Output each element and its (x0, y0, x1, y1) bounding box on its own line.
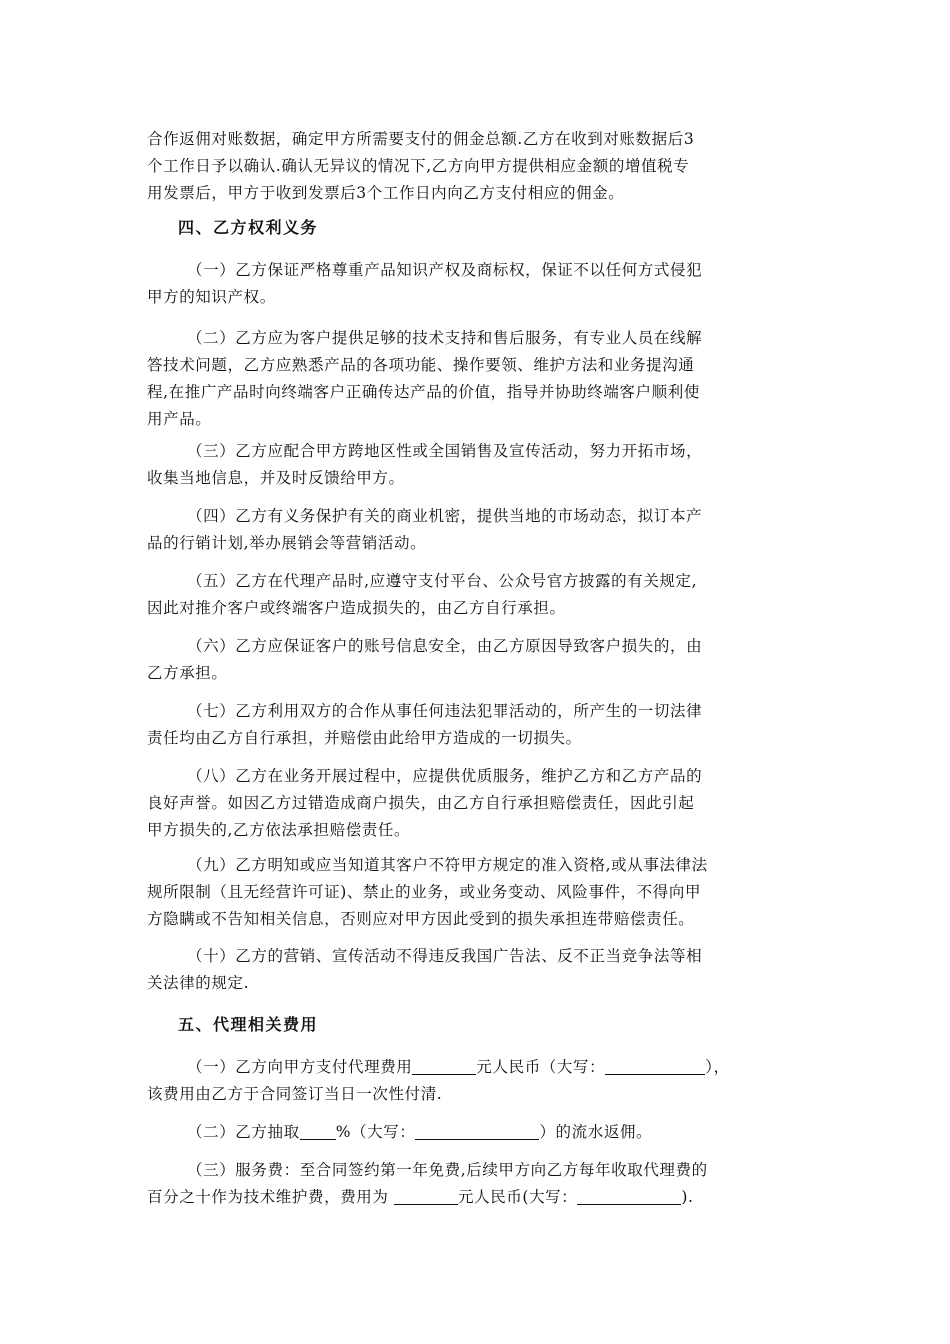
text-line: （六）乙方应保证客户的账号信息安全，由乙方原因导致客户损失的，由 (187, 637, 703, 655)
text-segment: 元人民币(大写： (458, 1188, 578, 1206)
section-4-heading: 四、乙方权利义务 (178, 218, 319, 237)
text-line: 良好声誉。如因乙方过错造成商户损失，由乙方自行承担赔偿责任，因此引起 (147, 794, 695, 812)
text-segment: ）， (705, 1058, 730, 1076)
text-segment: 百分之十作为技术维护费，费用为 (147, 1188, 395, 1206)
text-line: 甲方损失的,乙方依法承担赔偿责任。 (147, 821, 411, 839)
text-line: （七）乙方利用双方的合作从事任何违法犯罪活动的，所产生的一切法律 (187, 702, 703, 720)
text-segment: ）的流水返佣。 (539, 1123, 653, 1141)
text-line: 合作返佣对账数据，确定甲方所需要支付的佣金总额.乙方在收到对账数据后3 (147, 130, 695, 148)
text-line: （九）乙方明知或应当知道其客户不符甲方规定的准入资格,或从事法律法 (187, 856, 708, 874)
clause-4-5 (147, 568, 805, 622)
text-segment: ). (681, 1188, 694, 1206)
text-line: （一）乙方保证严格尊重产品知识产权及商标权，保证不以任何方式侵犯 (187, 261, 703, 279)
text-line (147, 1119, 805, 1146)
text-line: 乙方承担。 (147, 664, 228, 682)
intro-paragraph (147, 126, 805, 207)
percentage-blank[interactable] (300, 1123, 336, 1140)
fee-amount-blank[interactable] (412, 1058, 476, 1075)
percentage-uppercase-blank[interactable] (415, 1123, 539, 1140)
clause-4-7 (147, 698, 805, 752)
clause-5-3 (147, 1157, 805, 1211)
clause-4-9 (147, 852, 805, 933)
text-line: 关法律的规定. (147, 974, 250, 992)
fee-uppercase-blank[interactable] (605, 1058, 705, 1075)
clause-4-4 (147, 503, 805, 557)
text-line: 个工作日予以确认.确认无异议的情况下,乙方向甲方提供相应金额的增值税专 (147, 157, 690, 175)
text-line: 责任均由乙方自行承担，并赔偿由此给甲方造成的一切损失。 (147, 729, 582, 747)
text-line: 用产品。 (147, 410, 212, 428)
text-line: （四）乙方有义务保护有关的商业机密，提供当地的市场动态，拟订本产 (187, 507, 703, 525)
text-line: 用发票后，甲方于收到发票后3个工作日内向乙方支付相应的佣金。 (147, 184, 625, 202)
text-line: 品的行销计划,举办展销会等营销活动。 (147, 534, 427, 552)
text-line: （八）乙方在业务开展过程中，应提供优质服务，维护乙方和乙方产品的 (187, 767, 703, 785)
clause-4-6 (147, 633, 805, 687)
text-segment: （一）乙方向甲方支付代理费用 (187, 1058, 413, 1076)
text-line: 方隐瞒或不告知相关信息，否则应对甲方因此受到的损失承担连带赔偿责任。 (147, 910, 695, 928)
text-line: 该费用由乙方于合同签订当日一次性付清. (147, 1085, 443, 1103)
text-line: （五）乙方在代理产品时,应遵守支付平台、公众号官方披露的有关规定, (187, 572, 698, 590)
text-line (147, 1054, 805, 1081)
clause-4-10 (147, 943, 805, 997)
text-line: 规所限制（且无经营许可证)、禁止的业务，或业务变动、风险事件，不得向甲 (147, 883, 702, 901)
clause-5-1 (147, 1054, 805, 1108)
clause-5-2 (147, 1119, 805, 1146)
text-segment: （二）乙方抽取 (187, 1123, 300, 1141)
clause-4-8 (147, 763, 805, 844)
clause-4-3 (147, 438, 805, 492)
clause-4-2 (147, 325, 805, 433)
text-line: （二）乙方应为客户提供足够的技术支持和售后服务，有专业人员在线解 (187, 329, 703, 347)
text-line: 答技术问题，乙方应熟悉产品的各项功能、操作要领、维护方法和业务提沟通 (147, 356, 695, 374)
text-line: 因此对推介客户或终端客户造成损失的，由乙方自行承担。 (147, 599, 566, 617)
text-line: 收集当地信息，并及时反馈给甲方。 (147, 469, 405, 487)
text-line: （三）乙方应配合甲方跨地区性或全国销售及宣传活动，努力开拓市场， (187, 442, 703, 460)
text-segment: 元人民币（大写： (476, 1058, 606, 1076)
clause-4-1 (147, 257, 805, 311)
service-fee-blank[interactable] (394, 1188, 458, 1205)
text-line: （三）服务费：至合同签约第一年免费,后续甲方向乙方每年收取代理费的 (187, 1161, 708, 1179)
section-5-heading: 五、代理相关费用 (178, 1015, 319, 1034)
text-line (147, 1184, 805, 1211)
text-line: （十）乙方的营销、宣传活动不得违反我国广告法、反不正当竞争法等相 (187, 947, 703, 965)
text-segment: %（大写： (335, 1123, 416, 1141)
text-line: 甲方的知识产权。 (147, 288, 276, 306)
service-fee-uppercase-blank[interactable] (577, 1188, 681, 1205)
text-line: 程,在推广产品时向终端客户正确传达产品的价值，指导并协助终端客户顺利使 (147, 383, 700, 401)
